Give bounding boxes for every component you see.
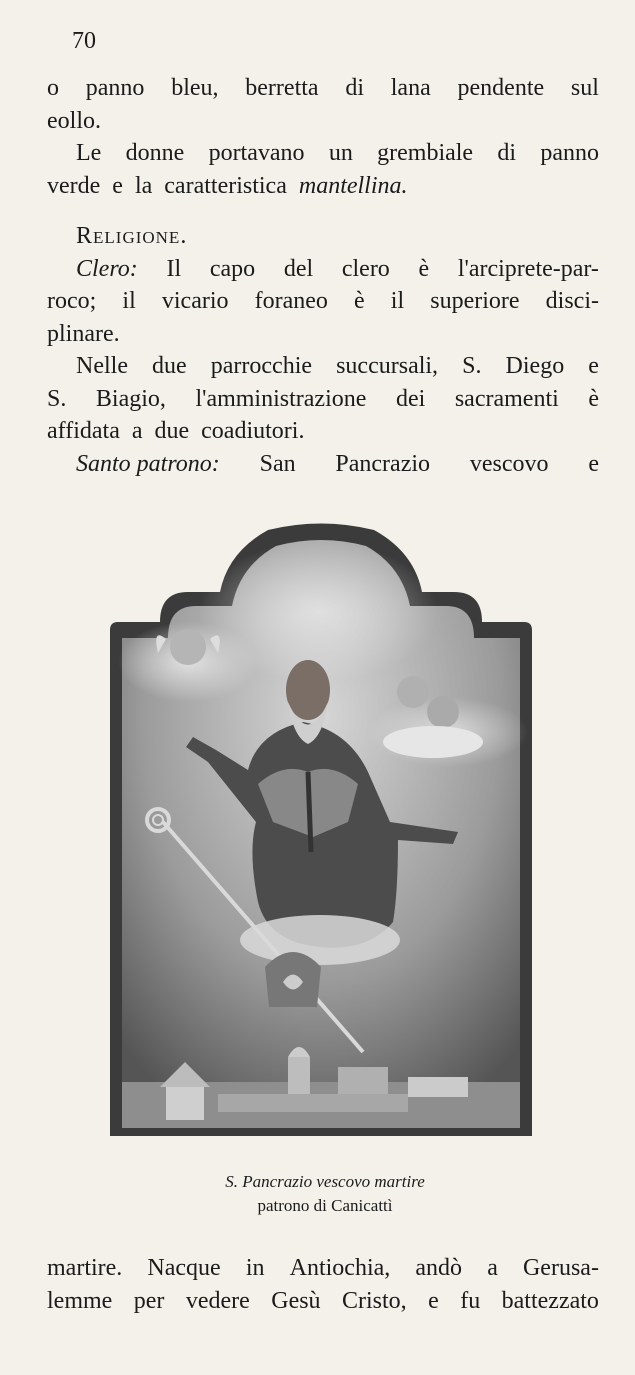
text-line: S. Biagio, l'amministrazione dei sacramenti è xyxy=(47,385,599,412)
text-line: Le donne portavano un grembiale di panno xyxy=(76,140,599,166)
text-line: eollo. xyxy=(47,107,101,134)
mitre xyxy=(265,952,321,1007)
text-line: Santo patrono: San Pancrazio vescovo e xyxy=(76,450,599,477)
text-line: Nelle due parrocchie succursali, S. Diego e xyxy=(76,353,599,379)
text-line: martire. Nacque in Antiochia, andò a Gerusa- xyxy=(47,1255,599,1281)
text-line: roco; il vicario foraneo è il superiore disci- xyxy=(47,288,599,314)
text-line: verde e la caratteristica mantellina. xyxy=(47,170,599,203)
figure-caption-subtitle: patrono di Canicattì xyxy=(257,1196,393,1215)
page-number: 70 xyxy=(72,28,96,54)
text-line: Clero: Il capo del clero è l'arciprete-par- xyxy=(76,255,599,282)
text-line: o panno bleu, berretta di lana pendente sul xyxy=(47,75,599,101)
figure-caption-title: S. Pancrazio vescovo martire xyxy=(225,1172,425,1191)
word-mantellina: mantellina. xyxy=(298,172,408,199)
body-text-bottom xyxy=(47,1252,599,1317)
body-text-top xyxy=(47,72,599,480)
text-line: plinare. xyxy=(47,320,120,347)
saint-pancrazio-image xyxy=(108,522,535,1140)
section-heading: Religione. xyxy=(76,223,188,249)
text-line: lemme per vedere Gesù Cristo, e fu battezzato xyxy=(47,1287,599,1314)
text-line: affidata a due coadiutori. xyxy=(47,418,305,444)
